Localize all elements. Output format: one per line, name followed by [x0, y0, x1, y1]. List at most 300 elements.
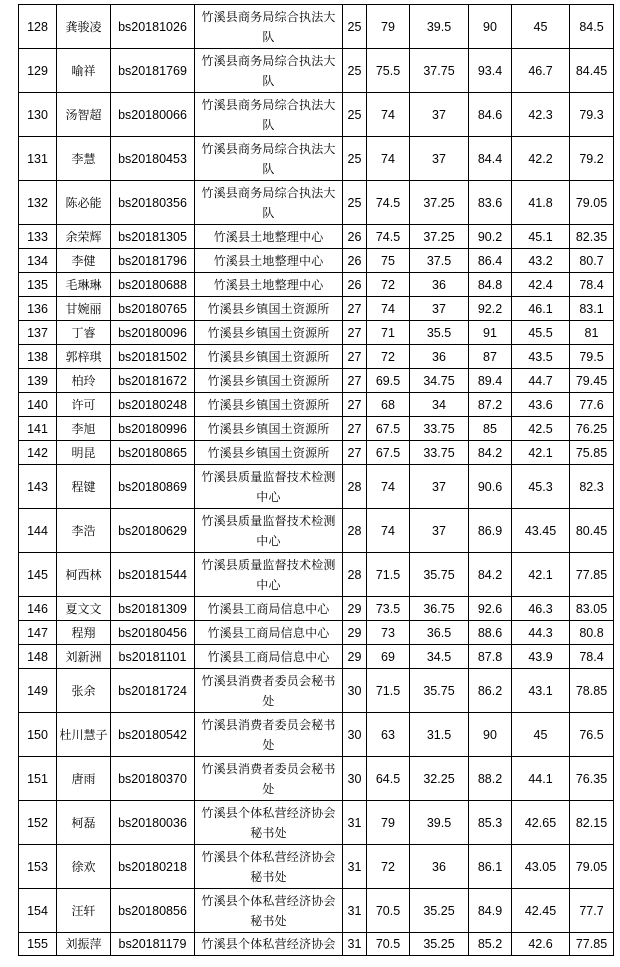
written-score: 74 [367, 509, 410, 553]
interview-score: 90.2 [469, 225, 512, 249]
post-code: 30 [343, 713, 367, 757]
table-body [19, 5, 614, 956]
interview-score: 84.6 [469, 93, 512, 137]
hiring-unit: 竹溪县土地整理中心 [195, 249, 343, 273]
row-number: 130 [19, 93, 57, 137]
interview-score: 83.6 [469, 181, 512, 225]
interview-score: 90 [469, 713, 512, 757]
hiring-unit: 竹溪县商务局综合执法大队 [195, 93, 343, 137]
post-code: 27 [343, 345, 367, 369]
row-number: 155 [19, 933, 57, 956]
interview-weighted-score: 45 [512, 713, 570, 757]
candidate-name: 刘新洲 [57, 645, 111, 669]
hiring-unit: 竹溪县质量监督技术检测中心 [195, 553, 343, 597]
written-weighted-score: 35.75 [410, 553, 469, 597]
written-weighted-score: 37 [410, 93, 469, 137]
exam-id: bs20180066 [111, 93, 195, 137]
interview-weighted-score: 43.1 [512, 669, 570, 713]
written-score: 74.5 [367, 225, 410, 249]
row-number: 145 [19, 553, 57, 597]
interview-weighted-score: 45.3 [512, 465, 570, 509]
written-score: 73 [367, 621, 410, 645]
total-score: 80.45 [570, 509, 614, 553]
written-score: 72 [367, 273, 410, 297]
total-score: 82.35 [570, 225, 614, 249]
candidate-name: 陈必能 [57, 181, 111, 225]
interview-weighted-score: 44.3 [512, 621, 570, 645]
written-score: 71 [367, 321, 410, 345]
candidate-name: 李慧 [57, 137, 111, 181]
table-row [19, 933, 614, 956]
total-score: 77.85 [570, 933, 614, 956]
written-score: 64.5 [367, 757, 410, 801]
hiring-unit: 竹溪县消费者委员会秘书处 [195, 713, 343, 757]
candidate-name: 许可 [57, 393, 111, 417]
row-number: 151 [19, 757, 57, 801]
post-code: 31 [343, 801, 367, 845]
interview-weighted-score: 42.5 [512, 417, 570, 441]
written-weighted-score: 37 [410, 297, 469, 321]
candidate-name: 柏玲 [57, 369, 111, 393]
hiring-unit: 竹溪县质量监督技术检测中心 [195, 465, 343, 509]
table-row [19, 369, 614, 393]
interview-weighted-score: 42.3 [512, 93, 570, 137]
exam-id: bs20180370 [111, 757, 195, 801]
post-code: 25 [343, 137, 367, 181]
interview-weighted-score: 42.4 [512, 273, 570, 297]
interview-score: 87.8 [469, 645, 512, 669]
hiring-unit: 竹溪县商务局综合执法大队 [195, 49, 343, 93]
exam-id: bs20181101 [111, 645, 195, 669]
hiring-unit: 竹溪县个体私营经济协会秘书处 [195, 801, 343, 845]
total-score: 79.05 [570, 181, 614, 225]
exam-id: bs20180765 [111, 297, 195, 321]
written-weighted-score: 34.75 [410, 369, 469, 393]
candidate-name: 明昆 [57, 441, 111, 465]
row-number: 131 [19, 137, 57, 181]
written-weighted-score: 37.5 [410, 249, 469, 273]
written-score: 74 [367, 93, 410, 137]
interview-score: 87.2 [469, 393, 512, 417]
table-row [19, 757, 614, 801]
post-code: 28 [343, 553, 367, 597]
table-row [19, 297, 614, 321]
post-code: 31 [343, 845, 367, 889]
interview-weighted-score: 46.7 [512, 49, 570, 93]
total-score: 83.1 [570, 297, 614, 321]
candidate-name: 程键 [57, 465, 111, 509]
total-score: 77.6 [570, 393, 614, 417]
row-number: 134 [19, 249, 57, 273]
candidate-name: 柯西林 [57, 553, 111, 597]
written-score: 79 [367, 801, 410, 845]
interview-score: 84.2 [469, 441, 512, 465]
row-number: 147 [19, 621, 57, 645]
row-number: 138 [19, 345, 57, 369]
written-weighted-score: 35.25 [410, 889, 469, 933]
exam-id: bs20181026 [111, 5, 195, 49]
interview-score: 91 [469, 321, 512, 345]
exam-id: bs20181544 [111, 553, 195, 597]
table-row [19, 669, 614, 713]
table-row [19, 49, 614, 93]
post-code: 28 [343, 509, 367, 553]
post-code: 30 [343, 757, 367, 801]
candidate-name: 李旭 [57, 417, 111, 441]
interview-weighted-score: 46.1 [512, 297, 570, 321]
total-score: 76.25 [570, 417, 614, 441]
row-number: 140 [19, 393, 57, 417]
table-row [19, 393, 614, 417]
interview-score: 84.4 [469, 137, 512, 181]
post-code: 27 [343, 393, 367, 417]
exam-id: bs20181672 [111, 369, 195, 393]
written-weighted-score: 37 [410, 137, 469, 181]
candidate-name: 徐欢 [57, 845, 111, 889]
row-number: 137 [19, 321, 57, 345]
written-weighted-score: 35.75 [410, 669, 469, 713]
row-number: 152 [19, 801, 57, 845]
interview-score: 86.4 [469, 249, 512, 273]
candidate-name: 柯磊 [57, 801, 111, 845]
post-code: 28 [343, 465, 367, 509]
candidate-name: 丁睿 [57, 321, 111, 345]
total-score: 79.45 [570, 369, 614, 393]
score-table [18, 4, 614, 956]
post-code: 31 [343, 933, 367, 956]
table-row [19, 621, 614, 645]
total-score: 76.35 [570, 757, 614, 801]
interview-score: 90.6 [469, 465, 512, 509]
written-score: 73.5 [367, 597, 410, 621]
candidate-name: 杜川慧子 [57, 713, 111, 757]
exam-id: bs20181769 [111, 49, 195, 93]
interview-weighted-score: 44.7 [512, 369, 570, 393]
written-weighted-score: 39.5 [410, 801, 469, 845]
interview-score: 85.2 [469, 933, 512, 956]
exam-id: bs20180869 [111, 465, 195, 509]
exam-id: bs20181796 [111, 249, 195, 273]
written-weighted-score: 37.75 [410, 49, 469, 93]
post-code: 26 [343, 225, 367, 249]
hiring-unit: 竹溪县个体私营经济协会 [195, 933, 343, 956]
written-weighted-score: 34.5 [410, 645, 469, 669]
written-score: 79 [367, 5, 410, 49]
exam-id: bs20181305 [111, 225, 195, 249]
written-score: 74 [367, 137, 410, 181]
post-code: 27 [343, 441, 367, 465]
interview-score: 88.6 [469, 621, 512, 645]
exam-id: bs20180453 [111, 137, 195, 181]
table-row [19, 273, 614, 297]
interview-score: 90 [469, 5, 512, 49]
written-score: 75.5 [367, 49, 410, 93]
written-weighted-score: 33.75 [410, 417, 469, 441]
post-code: 31 [343, 889, 367, 933]
row-number: 142 [19, 441, 57, 465]
candidate-name: 汪轩 [57, 889, 111, 933]
candidate-name: 唐雨 [57, 757, 111, 801]
table-row [19, 417, 614, 441]
exam-id: bs20181724 [111, 669, 195, 713]
total-score: 75.85 [570, 441, 614, 465]
interview-weighted-score: 45.5 [512, 321, 570, 345]
interview-score: 89.4 [469, 369, 512, 393]
total-score: 76.5 [570, 713, 614, 757]
total-score: 80.7 [570, 249, 614, 273]
hiring-unit: 竹溪县质量监督技术检测中心 [195, 509, 343, 553]
total-score: 83.05 [570, 597, 614, 621]
interview-weighted-score: 43.45 [512, 509, 570, 553]
exam-id: bs20180542 [111, 713, 195, 757]
table-row [19, 5, 614, 49]
written-weighted-score: 37.25 [410, 181, 469, 225]
post-code: 26 [343, 273, 367, 297]
exam-id: bs20180356 [111, 181, 195, 225]
table-row [19, 889, 614, 933]
total-score: 84.45 [570, 49, 614, 93]
total-score: 77.7 [570, 889, 614, 933]
written-score: 70.5 [367, 933, 410, 956]
written-score: 72 [367, 845, 410, 889]
candidate-name: 甘婉丽 [57, 297, 111, 321]
row-number: 150 [19, 713, 57, 757]
written-weighted-score: 36 [410, 345, 469, 369]
interview-weighted-score: 44.1 [512, 757, 570, 801]
interview-score: 85.3 [469, 801, 512, 845]
interview-score: 87 [469, 345, 512, 369]
written-score: 74 [367, 297, 410, 321]
hiring-unit: 竹溪县乡镇国土资源所 [195, 441, 343, 465]
interview-weighted-score: 42.45 [512, 889, 570, 933]
written-weighted-score: 37 [410, 509, 469, 553]
post-code: 27 [343, 297, 367, 321]
exam-id: bs20181309 [111, 597, 195, 621]
candidate-name: 李健 [57, 249, 111, 273]
written-score: 67.5 [367, 417, 410, 441]
exam-id: bs20180096 [111, 321, 195, 345]
written-score: 71.5 [367, 553, 410, 597]
written-score: 75 [367, 249, 410, 273]
written-weighted-score: 35.5 [410, 321, 469, 345]
table-row [19, 249, 614, 273]
hiring-unit: 竹溪县工商局信息中心 [195, 621, 343, 645]
row-number: 132 [19, 181, 57, 225]
post-code: 26 [343, 249, 367, 273]
row-number: 153 [19, 845, 57, 889]
written-weighted-score: 36 [410, 273, 469, 297]
hiring-unit: 竹溪县乡镇国土资源所 [195, 393, 343, 417]
interview-weighted-score: 42.2 [512, 137, 570, 181]
interview-weighted-score: 45 [512, 5, 570, 49]
row-number: 139 [19, 369, 57, 393]
hiring-unit: 竹溪县土地整理中心 [195, 273, 343, 297]
written-weighted-score: 33.75 [410, 441, 469, 465]
interview-score: 84.2 [469, 553, 512, 597]
written-weighted-score: 34 [410, 393, 469, 417]
exam-id: bs20180865 [111, 441, 195, 465]
candidate-name: 余荣辉 [57, 225, 111, 249]
interview-score: 93.4 [469, 49, 512, 93]
interview-weighted-score: 43.6 [512, 393, 570, 417]
table-row [19, 345, 614, 369]
post-code: 27 [343, 321, 367, 345]
interview-weighted-score: 42.1 [512, 553, 570, 597]
written-score: 67.5 [367, 441, 410, 465]
interview-weighted-score: 45.1 [512, 225, 570, 249]
table-row [19, 645, 614, 669]
interview-score: 88.2 [469, 757, 512, 801]
total-score: 79.3 [570, 93, 614, 137]
post-code: 27 [343, 369, 367, 393]
hiring-unit: 竹溪县土地整理中心 [195, 225, 343, 249]
written-weighted-score: 37.25 [410, 225, 469, 249]
exam-id: bs20181502 [111, 345, 195, 369]
total-score: 82.15 [570, 801, 614, 845]
written-score: 74.5 [367, 181, 410, 225]
written-weighted-score: 36 [410, 845, 469, 889]
candidate-name: 汤智超 [57, 93, 111, 137]
total-score: 78.4 [570, 645, 614, 669]
total-score: 79.05 [570, 845, 614, 889]
exam-id: bs20180218 [111, 845, 195, 889]
interview-weighted-score: 43.2 [512, 249, 570, 273]
hiring-unit: 竹溪县商务局综合执法大队 [195, 5, 343, 49]
written-score: 68 [367, 393, 410, 417]
interview-score: 86.1 [469, 845, 512, 889]
hiring-unit: 竹溪县乡镇国土资源所 [195, 369, 343, 393]
written-weighted-score: 39.5 [410, 5, 469, 49]
post-code: 29 [343, 645, 367, 669]
post-code: 27 [343, 417, 367, 441]
interview-weighted-score: 42.1 [512, 441, 570, 465]
total-score: 78.4 [570, 273, 614, 297]
interview-weighted-score: 43.9 [512, 645, 570, 669]
written-score: 69.5 [367, 369, 410, 393]
exam-id: bs20180036 [111, 801, 195, 845]
candidate-name: 刘振萍 [57, 933, 111, 956]
row-number: 144 [19, 509, 57, 553]
post-code: 25 [343, 181, 367, 225]
hiring-unit: 竹溪县消费者委员会秘书处 [195, 757, 343, 801]
hiring-unit: 竹溪县消费者委员会秘书处 [195, 669, 343, 713]
exam-id: bs20180996 [111, 417, 195, 441]
interview-weighted-score: 43.5 [512, 345, 570, 369]
exam-id: bs20180629 [111, 509, 195, 553]
total-score: 79.5 [570, 345, 614, 369]
total-score: 78.85 [570, 669, 614, 713]
table-row [19, 597, 614, 621]
hiring-unit: 竹溪县乡镇国土资源所 [195, 345, 343, 369]
interview-weighted-score: 42.6 [512, 933, 570, 956]
candidate-name: 毛琳琳 [57, 273, 111, 297]
total-score: 82.3 [570, 465, 614, 509]
post-code: 25 [343, 93, 367, 137]
row-number: 146 [19, 597, 57, 621]
written-weighted-score: 32.25 [410, 757, 469, 801]
exam-id: bs20180856 [111, 889, 195, 933]
written-weighted-score: 37 [410, 465, 469, 509]
table-row [19, 137, 614, 181]
interview-score: 92.6 [469, 597, 512, 621]
table-row [19, 713, 614, 757]
table-row [19, 801, 614, 845]
table-row [19, 845, 614, 889]
interview-score: 86.9 [469, 509, 512, 553]
total-score: 80.8 [570, 621, 614, 645]
written-score: 63 [367, 713, 410, 757]
interview-score: 84.8 [469, 273, 512, 297]
written-score: 74 [367, 465, 410, 509]
interview-weighted-score: 43.05 [512, 845, 570, 889]
written-weighted-score: 31.5 [410, 713, 469, 757]
hiring-unit: 竹溪县个体私营经济协会秘书处 [195, 889, 343, 933]
hiring-unit: 竹溪县个体私营经济协会秘书处 [195, 845, 343, 889]
table-row [19, 181, 614, 225]
candidate-name: 李浩 [57, 509, 111, 553]
post-code: 29 [343, 621, 367, 645]
row-number: 133 [19, 225, 57, 249]
row-number: 141 [19, 417, 57, 441]
total-score: 79.2 [570, 137, 614, 181]
exam-id: bs20180456 [111, 621, 195, 645]
total-score: 84.5 [570, 5, 614, 49]
row-number: 154 [19, 889, 57, 933]
exam-id: bs20180688 [111, 273, 195, 297]
table-row [19, 441, 614, 465]
hiring-unit: 竹溪县乡镇国土资源所 [195, 321, 343, 345]
table-row [19, 321, 614, 345]
interview-score: 84.9 [469, 889, 512, 933]
row-number: 148 [19, 645, 57, 669]
exam-id: bs20181179 [111, 933, 195, 956]
table-row [19, 509, 614, 553]
interview-weighted-score: 41.8 [512, 181, 570, 225]
row-number: 129 [19, 49, 57, 93]
hiring-unit: 竹溪县商务局综合执法大队 [195, 137, 343, 181]
hiring-unit: 竹溪县工商局信息中心 [195, 645, 343, 669]
row-number: 143 [19, 465, 57, 509]
hiring-unit: 竹溪县乡镇国土资源所 [195, 297, 343, 321]
candidate-name: 程翔 [57, 621, 111, 645]
table-row [19, 225, 614, 249]
candidate-name: 张余 [57, 669, 111, 713]
table-row [19, 553, 614, 597]
written-weighted-score: 36.75 [410, 597, 469, 621]
table-row [19, 93, 614, 137]
written-weighted-score: 36.5 [410, 621, 469, 645]
interview-weighted-score: 42.65 [512, 801, 570, 845]
written-score: 71.5 [367, 669, 410, 713]
row-number: 128 [19, 5, 57, 49]
candidate-name: 夏文文 [57, 597, 111, 621]
post-code: 30 [343, 669, 367, 713]
exam-id: bs20180248 [111, 393, 195, 417]
post-code: 25 [343, 49, 367, 93]
total-score: 81 [570, 321, 614, 345]
total-score: 77.85 [570, 553, 614, 597]
written-score: 69 [367, 645, 410, 669]
written-score: 70.5 [367, 889, 410, 933]
hiring-unit: 竹溪县工商局信息中心 [195, 597, 343, 621]
interview-score: 85 [469, 417, 512, 441]
post-code: 29 [343, 597, 367, 621]
candidate-name: 郭梓琪 [57, 345, 111, 369]
written-score: 72 [367, 345, 410, 369]
table-row [19, 465, 614, 509]
candidate-name: 龚骏凌 [57, 5, 111, 49]
interview-score: 92.2 [469, 297, 512, 321]
